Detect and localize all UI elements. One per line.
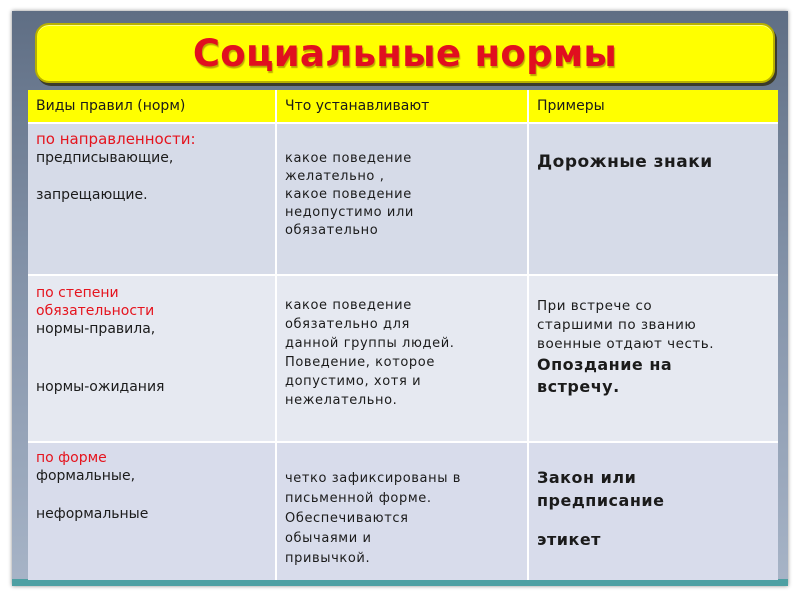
type-item: запрещающие. xyxy=(36,187,148,203)
purpose-line: желательно , xyxy=(285,169,385,184)
purpose-line: обычаями и xyxy=(285,531,372,546)
category-label: по степени xyxy=(36,285,119,301)
purpose-cell xyxy=(276,442,528,580)
purpose-line: Обеспечиваются xyxy=(285,511,409,526)
norms-table xyxy=(28,90,778,580)
category-label: обязательности xyxy=(36,303,155,319)
category-label: по форме xyxy=(36,450,107,466)
purpose-line: какое поведение xyxy=(285,151,412,166)
page-title: Социальные нормы xyxy=(192,31,618,75)
examples-cell xyxy=(528,442,778,580)
example-item: этикет xyxy=(537,530,601,549)
type-item: нормы-правила, xyxy=(36,321,156,337)
types-cell xyxy=(28,123,276,275)
example-item: предписание xyxy=(537,491,665,510)
purpose-line: Поведение, которое xyxy=(285,355,435,370)
purpose-line: нежелательно. xyxy=(285,393,398,408)
type-item: предписывающие, xyxy=(36,150,174,166)
types-cell xyxy=(28,275,276,442)
example-item: встречу. xyxy=(537,377,620,396)
example-item: Закон или xyxy=(537,468,637,487)
column-header-types: Виды правил (норм) xyxy=(28,90,276,123)
type-item: нормы-ожидания xyxy=(36,379,165,395)
example-item: старшими по званию xyxy=(537,317,697,333)
purpose-cell xyxy=(276,275,528,442)
purpose-line: письменной форме. xyxy=(285,491,432,506)
table-row xyxy=(28,442,778,580)
purpose-line: четко зафиксированы в xyxy=(285,471,462,486)
column-header-examples: Примеры xyxy=(528,90,778,123)
purpose-line: привычкой. xyxy=(285,551,371,566)
title-banner xyxy=(35,23,775,83)
purpose-cell xyxy=(276,123,528,275)
example-item: Опоздание на xyxy=(537,355,673,374)
examples-cell xyxy=(528,275,778,442)
examples-cell xyxy=(528,123,778,275)
purpose-line: данной группы людей. xyxy=(285,336,455,351)
example-item: Дорожные знаки xyxy=(537,152,713,172)
table-row xyxy=(28,123,778,275)
purpose-line: какое поведение xyxy=(285,298,412,313)
types-cell xyxy=(28,442,276,580)
column-header-purpose: Что устанавливают xyxy=(276,90,528,123)
purpose-line: обязательно xyxy=(285,223,379,238)
purpose-line: обязательно для xyxy=(285,317,410,332)
type-item: неформальные xyxy=(36,506,149,522)
table-row xyxy=(28,275,778,442)
purpose-line: допустимо, хотя и xyxy=(285,374,422,389)
table-header-row xyxy=(28,90,778,123)
example-item: При встрече со xyxy=(537,298,653,314)
type-item: формальные, xyxy=(36,468,136,484)
bottom-stripe xyxy=(12,579,788,586)
example-item: военные отдают честь. xyxy=(537,336,714,352)
category-label: по направленности: xyxy=(36,130,196,148)
purpose-line: какое поведение xyxy=(285,187,412,202)
purpose-line: недопустимо или xyxy=(285,205,414,220)
